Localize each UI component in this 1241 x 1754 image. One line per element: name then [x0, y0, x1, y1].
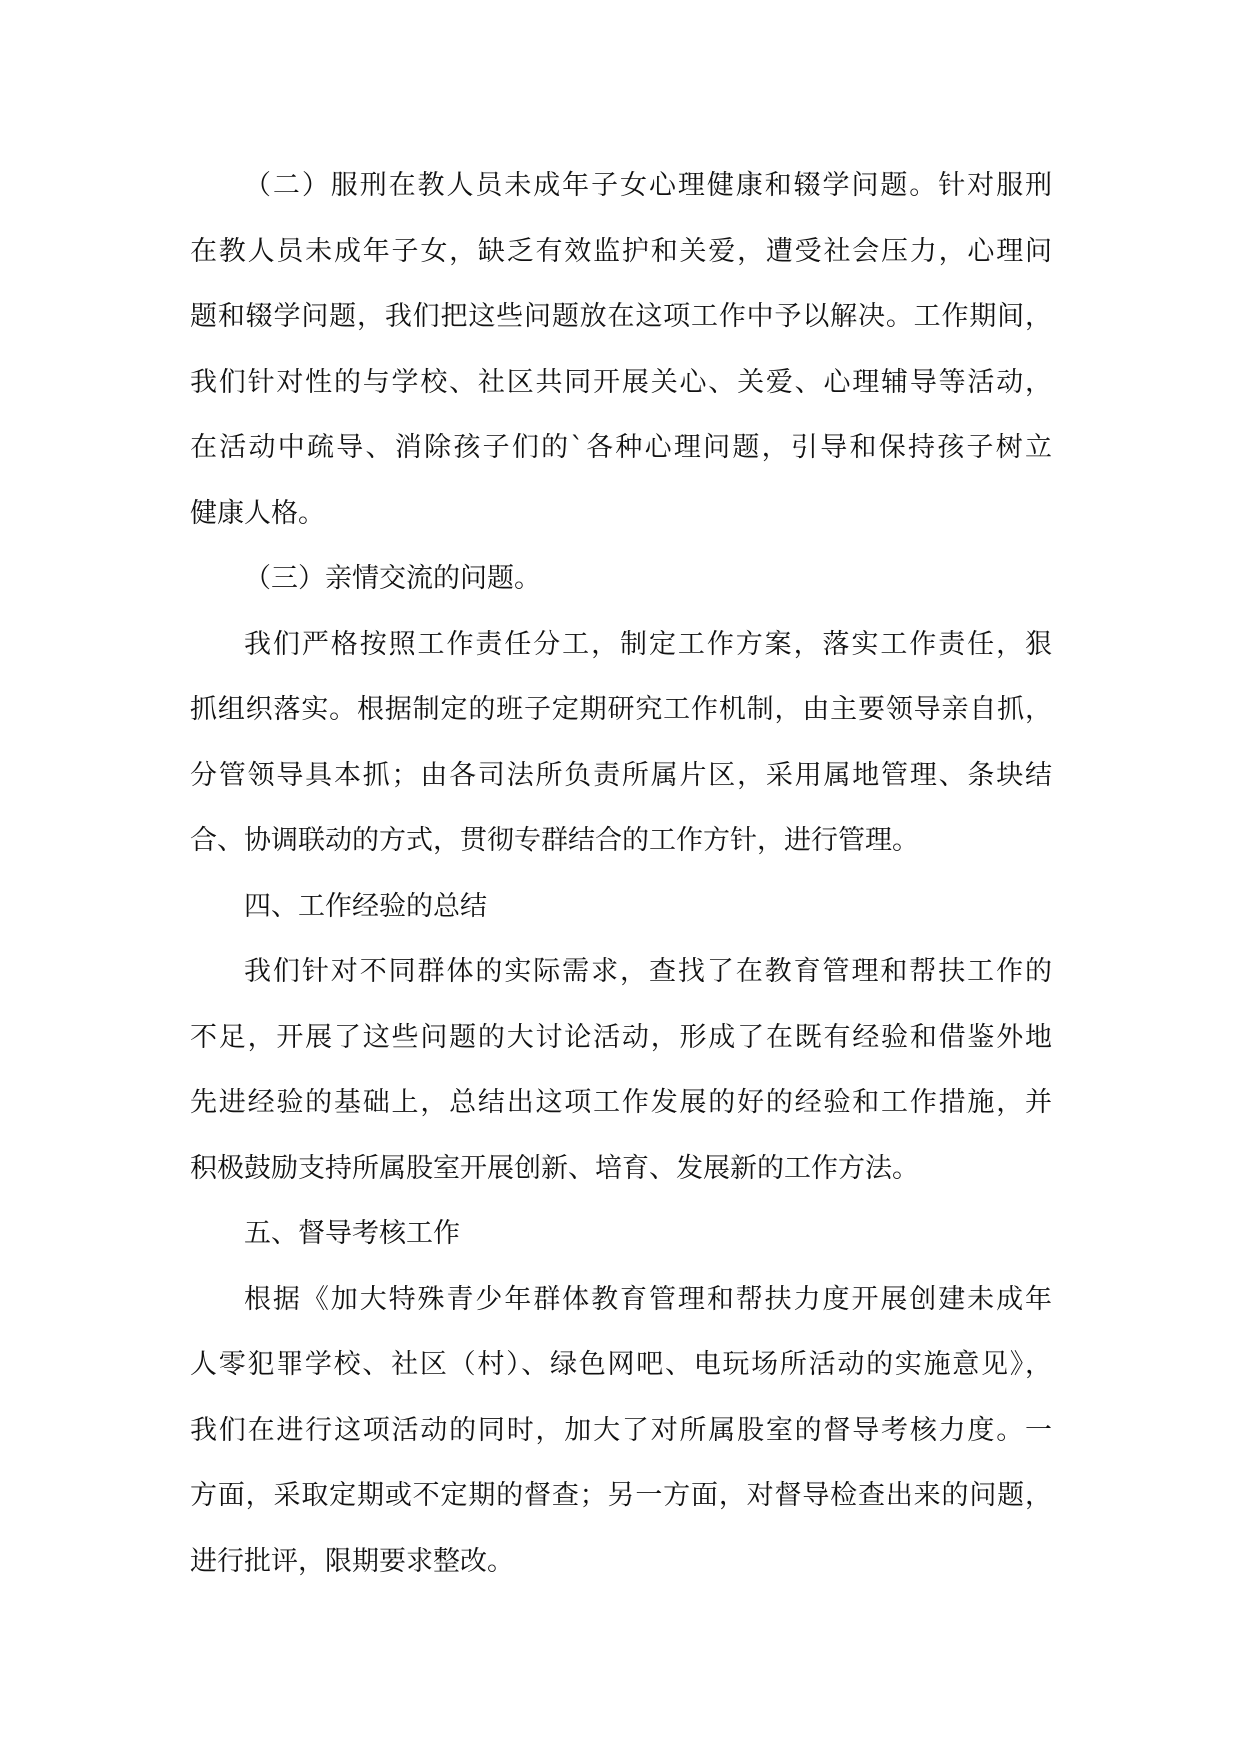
paragraph-experience-summary: [190, 939, 1052, 1201]
paragraph-work-responsibility: [190, 612, 1052, 874]
text-line: 根据《加大特殊青少年群体教育管理和帮扶力度开展创建未成年: [244, 1283, 1052, 1315]
text-line: （二）服刑在教人员未成年子女心理健康和辍学问题。针对服刑: [244, 170, 1052, 201]
text-line: 我们针对不同群体的实际需求，查找了在教育管理和帮扶工作的: [244, 956, 1052, 987]
text-line: 积极鼓励支持所属股室开展创新、培育、发展新的工作方法。: [190, 1152, 919, 1184]
document-body: [190, 153, 1052, 1594]
heading-supervision-assessment: [190, 1201, 1052, 1267]
section-heading: 四、工作经验的总结: [244, 890, 487, 922]
text-line: 题和辍学问题，我们把这些问题放在这项工作中予以解决。工作期间，: [190, 301, 1052, 332]
text-line: 我们严格按照工作责任分工，制定工作方案，落实工作责任，狠: [244, 628, 1052, 660]
text-line: 进行批评，限期要求整改。: [190, 1545, 514, 1577]
text-line: 我们针对性的与学校、社区共同开展关心、关爱、心理辅导等活动，: [190, 366, 1052, 398]
text-line: 合、协调联动的方式，贯彻专群结合的工作方针，进行管理。: [190, 825, 919, 856]
text-line: 不足，开展了这些问题的大讨论活动，形成了在既有经验和借鉴外地: [190, 1021, 1052, 1053]
text-line: 分管领导具本抓；由各司法所负责所属片区，采用属地管理、条块结: [190, 759, 1052, 791]
section-heading: 五、督导考核工作: [244, 1218, 460, 1249]
heading-family-communication: [190, 546, 1052, 612]
text-line: 人零犯罪学校、社区（村）、绿色网吧、电玩场所活动的实施意见》，: [190, 1349, 1052, 1380]
text-line: 在教人员未成年子女，缺乏有效监护和关爱，遭受社会压力，心理问: [190, 235, 1052, 267]
text-line: 先进经验的基础上，总结出这项工作发展的好的经验和工作措施，并: [190, 1087, 1052, 1118]
paragraph-supervision-assessment: [190, 1267, 1052, 1595]
text-line: 健康人格。: [190, 497, 325, 529]
heading-experience-summary: [190, 874, 1052, 940]
section-heading: （三）亲情交流的问题。: [244, 563, 541, 594]
text-line: 在活动中疏导、消除孩子们的`各种心理问题，引导和保持孩子树立: [190, 432, 1052, 463]
text-line: 我们在进行这项活动的同时，加大了对所属股室的督导考核力度。一: [190, 1414, 1052, 1446]
paragraph-minor-children-issues: [190, 153, 1052, 546]
text-line: 抓组织落实。根据制定的班子定期研究工作机制，由主要领导亲自抓，: [190, 694, 1052, 725]
text-line: 方面，采取定期或不定期的督查；另一方面，对督导检查出来的问题，: [190, 1480, 1052, 1511]
